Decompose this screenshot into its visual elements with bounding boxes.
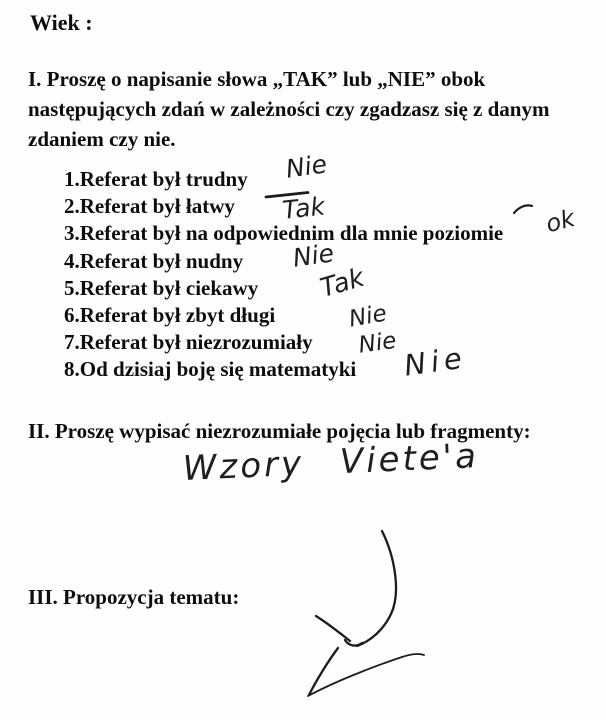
instructions-line: zdaniem czy nie.	[28, 127, 176, 151]
handwritten-answer-8: Nie	[402, 340, 469, 383]
handwritten-answer-6: Nie	[347, 300, 389, 333]
item-label: 7.Referat był niezrozumiały	[64, 330, 313, 355]
handwritten-answer-1: Nie	[284, 149, 329, 184]
handwritten-response: Wzory Viete'a	[182, 436, 480, 489]
list-item	[64, 302, 503, 329]
item-label: 3.Referat był na odpowiednim dla mnie poziomie	[64, 221, 504, 246]
list-item	[64, 248, 503, 275]
age-label: Wiek :	[30, 10, 93, 35]
handwritten-answer-3: ok	[543, 204, 578, 239]
instructions-line: następujących zdań w zależności czy zgadzasz się z danym	[28, 97, 550, 121]
handwritten-answer-4: Nie	[291, 238, 336, 273]
handwritten-answer-7: Nie	[357, 327, 399, 359]
answer3-tick-mark	[514, 205, 532, 213]
section1-instructions	[28, 64, 549, 154]
handwritten-answer-5: Tak	[317, 262, 368, 304]
item-label: 4.Referat był nudny	[64, 248, 244, 273]
section2-heading: II. Proszę wypisać niezrozumiałe pojęcia lub fragmenty:	[28, 419, 531, 443]
handwritten-arrow-scribble	[308, 531, 424, 696]
instructions-line: I. Proszę o napisanie słowa „TAK” lub „NIE” obok	[28, 67, 486, 91]
item-label: 1.Referat był trudny	[64, 167, 248, 191]
list-item	[64, 275, 503, 302]
item-label: 2.Referat był łatwy	[64, 194, 235, 219]
item-label: 6.Referat był zbyt długi	[64, 302, 276, 327]
handwritten-answer-2: Tak	[281, 191, 327, 225]
list-item	[64, 166, 503, 193]
section3-heading: III. Propozycja tematu:	[28, 585, 240, 609]
item-label: 5.Referat był ciekawy	[64, 275, 259, 300]
item-label: 8.Od dzisiaj boję się matematyki	[64, 357, 357, 382]
